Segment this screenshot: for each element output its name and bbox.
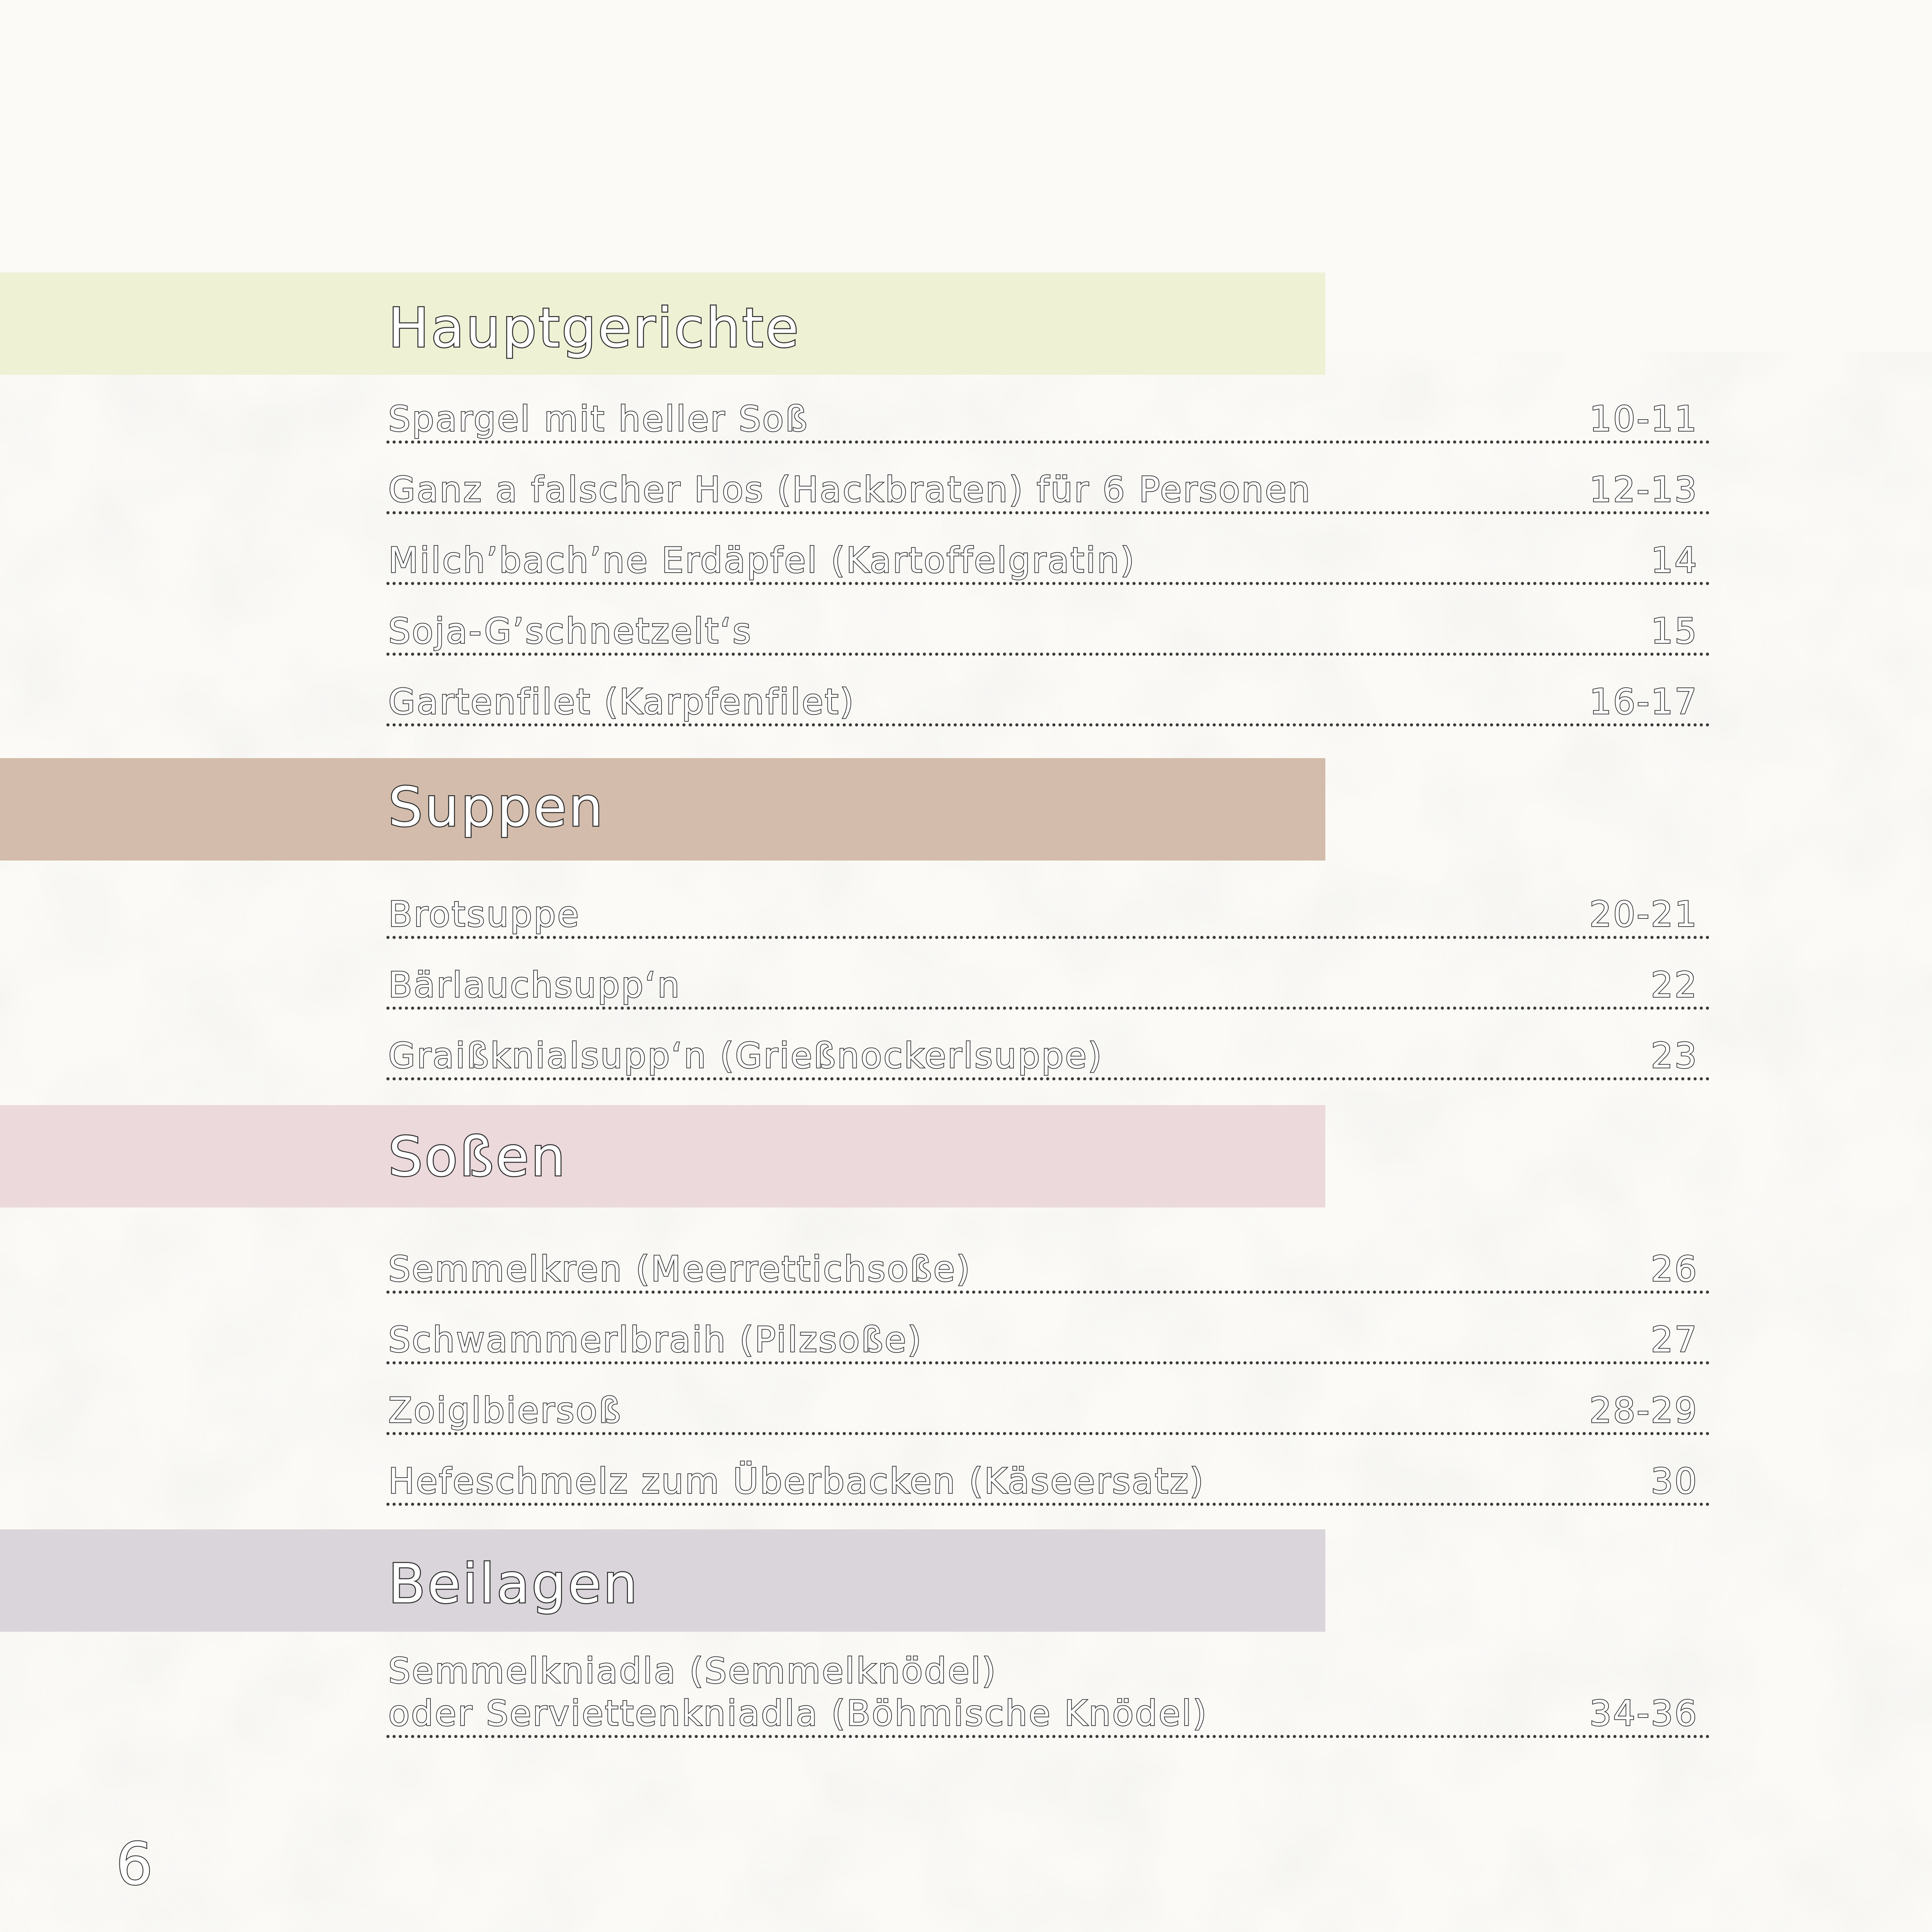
section-heading-suppen: Suppen [388, 776, 605, 839]
toc-entry-title-line-2: oder Serviettenkniadla (Böhmische Knödel) [388, 1693, 1208, 1734]
toc-entry-pages: 15 [1651, 611, 1698, 651]
toc-entry[interactable] [386, 964, 1710, 1010]
toc-entry[interactable] [386, 1460, 1710, 1506]
toc-entry-pages: 23 [1651, 1036, 1698, 1076]
toc-entry-title [386, 1650, 1208, 1735]
toc-entry-title: Spargel mit heller Soß [388, 399, 809, 439]
toc-entry[interactable] [386, 1035, 1710, 1080]
toc-entry-pages: 28-29 [1589, 1390, 1698, 1431]
toc-entry[interactable] [386, 1248, 1710, 1294]
toc-entry-pages: 16-17 [1589, 682, 1698, 722]
toc-entry-title: Soja-G’schnetzelt‘s [388, 611, 752, 651]
section-heading-beilagen: Beilagen [388, 1553, 639, 1616]
toc-entry-title: Ganz a falscher Hos (Hackbraten) für 6 Personen [388, 469, 1312, 510]
toc-entry-pages: 14 [1651, 540, 1698, 581]
toc-entry-pages: 10-11 [1589, 399, 1698, 439]
page-number: 6 [116, 1831, 153, 1898]
section-band-sossen [0, 1105, 1325, 1208]
section-band-beilagen [0, 1529, 1325, 1632]
toc-entry[interactable] [386, 610, 1710, 656]
toc-entry-pages: 26 [1651, 1249, 1698, 1289]
toc-entry-title: Brotsuppe [388, 894, 580, 935]
toc-entry-title-line-1: Semmelkniadla (Semmelknödel) [388, 1651, 997, 1691]
toc-entry-pages: 20-21 [1589, 894, 1698, 935]
toc-entry-pages: 34-36 [1589, 1693, 1698, 1734]
toc-entry[interactable] [386, 893, 1710, 939]
toc-entry-title: Zoiglbiersoß [388, 1390, 622, 1431]
toc-entry-title: Bärlauchsupp‘n [388, 965, 681, 1005]
toc-entry-pages: 12-13 [1589, 469, 1698, 510]
toc-entry[interactable] [386, 1319, 1710, 1364]
toc-entry-title: Milch’bach’ne Erdäpfel (Kartoffelgratin) [388, 540, 1136, 581]
toc-entry-title: Hefeschmelz zum Überbacken (Käseersatz) [388, 1461, 1205, 1502]
toc-entry[interactable] [386, 1650, 1710, 1738]
toc-entry[interactable] [386, 681, 1710, 726]
section-heading-sossen: Soßen [388, 1126, 567, 1189]
toc-entry-pages: 27 [1651, 1320, 1698, 1360]
toc-entry-title: Gartenfilet (Karpfenfilet) [388, 682, 855, 722]
toc-entry[interactable] [386, 398, 1710, 444]
toc-entry[interactable] [386, 1389, 1710, 1435]
toc-entry-title: Graißknialsupp‘n (Grießnockerlsuppe) [388, 1036, 1103, 1076]
toc-entry-title: Semmelkren (Meerrettichsoße) [388, 1249, 971, 1289]
toc-entry[interactable] [386, 469, 1710, 514]
toc-entry-title: Schwammerlbraih (Pilzsoße) [388, 1320, 923, 1360]
toc-entry-pages: 22 [1651, 965, 1698, 1005]
toc-entry[interactable] [386, 539, 1710, 585]
section-heading-hauptgerichte: Hauptgerichte [388, 297, 801, 360]
section-band-suppen [0, 758, 1325, 861]
toc-entry-pages: 30 [1651, 1461, 1698, 1502]
